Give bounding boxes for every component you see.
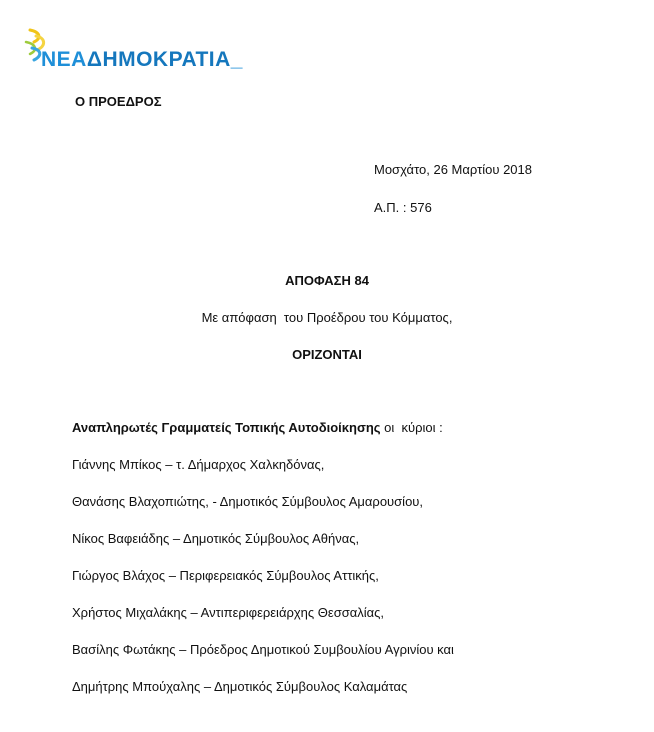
list-item: Βασίλης Φωτάκης – Πρόεδρος Δημοτικού Συμβουλίου Αγρινίου και — [72, 642, 454, 657]
party-logo — [20, 26, 250, 76]
reference-number: Α.Π. : 576 — [374, 200, 432, 215]
list-item: Γιάννης Μπίκος – τ. Δήμαρχος Χαλκηδόνας, — [72, 457, 325, 472]
logo-wordmark — [41, 48, 243, 72]
list-item: Χρήστος Μιχαλάκης – Αντιπεριφερειάρχης Θεσσαλίας, — [72, 605, 385, 620]
list-item: Νίκος Βαφειάδης – Δημοτικός Σύμβουλος Αθήνας, — [72, 531, 360, 546]
logo-text-underscore: _ — [230, 48, 243, 71]
decision-title: ΑΠΟΦΑΣΗ 84 — [285, 273, 369, 288]
decision-verb: ΟΡΙΖΟΝΤΑΙ — [292, 347, 362, 362]
logo-text-dimokratia: ΔΗΜΟΚΡΑΤΙΑ — [86, 48, 231, 71]
list-item: Γιώργος Βλάχος – Περιφερειακός Σύμβουλος Αττικής, — [72, 568, 379, 583]
list-item: Θανάσης Βλαχοπιώτης, - Δημοτικός Σύμβουλος Αμαρουσίου, — [72, 494, 424, 509]
sender-title: Ο ΠΡΟΕΔΡΟΣ — [75, 94, 162, 109]
place-date: Μοσχάτο, 26 Μαρτίου 2018 — [374, 162, 532, 177]
logo-text-nea: ΝΕΑ — [41, 48, 87, 71]
appointees-heading-rest: οι κύριοι : — [380, 420, 443, 435]
appointees-heading — [72, 420, 443, 435]
member-list — [72, 457, 454, 716]
decision-intro: Με απόφαση του Προέδρου του Κόμματος, — [201, 310, 453, 325]
appointees-heading-bold: Αναπληρωτές Γραμματείς Τοπικής Αυτοδιοίκησης — [72, 420, 381, 435]
list-item: Δημήτρης Μπούχαλης – Δημοτικός Σύμβουλος Καλαμάτας — [72, 679, 408, 694]
